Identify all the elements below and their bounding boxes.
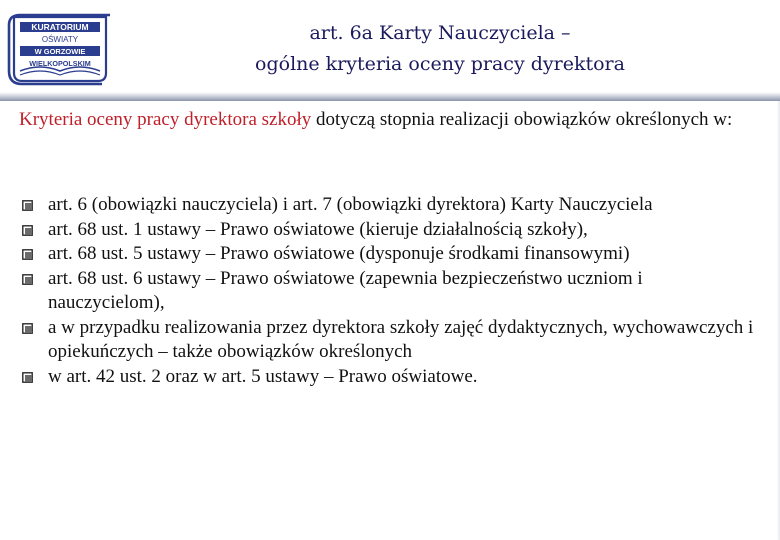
list-item xyxy=(22,193,762,218)
logo-line-4: WIELKOPOLSKIM xyxy=(29,59,91,68)
square-bullet-icon xyxy=(22,323,33,334)
list-item xyxy=(22,365,762,390)
criteria-list xyxy=(22,193,762,389)
square-bullet-icon xyxy=(22,274,33,285)
list-item-text: a w przypadku realizowania przez dyrektora szkoły zajęć dydaktycznych, wychowawczych i opiekuńczych – także obowiązków określonych xyxy=(48,316,754,362)
list-item-text: art. 68 ust. 1 ustawy – Prawo oświatowe (kieruje działalnością szkoły), xyxy=(48,218,588,240)
square-bullet-icon xyxy=(22,249,33,260)
list-item-text: art. 68 ust. 5 ustawy – Prawo oświatowe (dysponuje środkami finansowymi) xyxy=(48,243,630,264)
intro-highlight: Kryteria oceny pracy dyrektora szkoły xyxy=(19,109,312,130)
list-item xyxy=(22,242,762,267)
kuratorium-logo xyxy=(6,11,114,86)
list-item xyxy=(22,267,762,316)
slide-title xyxy=(140,18,740,80)
list-item-text: w art. 42 ust. 2 oraz w art. 5 ustawy – Prawo oświatowe. xyxy=(48,365,478,387)
list-item-text: art. 6 (obowiązki nauczyciela) i art. 7 (obowiązki dyrektora) Karty Nauczyciela xyxy=(48,194,653,215)
title-line-2: ogólne kryteria oceny pracy dyrektora xyxy=(255,53,625,75)
list-item xyxy=(22,218,762,243)
list-item xyxy=(22,316,762,365)
logo-line-1: KURATORIUM xyxy=(31,22,89,32)
square-bullet-icon xyxy=(22,200,33,211)
logo-line-3: W GORZOWIE xyxy=(34,47,86,56)
list-item-text: art. 68 ust. 6 ustawy – Prawo oświatowe (zapewnia bezpieczeństwo uczniom i nauczycielom), xyxy=(48,267,643,313)
square-bullet-icon xyxy=(22,372,33,383)
intro-rest: dotyczą stopnia realizacji obowiązków określonych w: xyxy=(311,109,733,130)
logo-line-2: OŚWIATY xyxy=(41,35,79,44)
slide-header xyxy=(0,0,780,101)
header-divider xyxy=(0,92,780,101)
title-line-1: art. 6a Karty Nauczyciela – xyxy=(309,22,571,44)
intro-paragraph xyxy=(19,108,764,132)
square-bullet-icon xyxy=(22,225,33,236)
